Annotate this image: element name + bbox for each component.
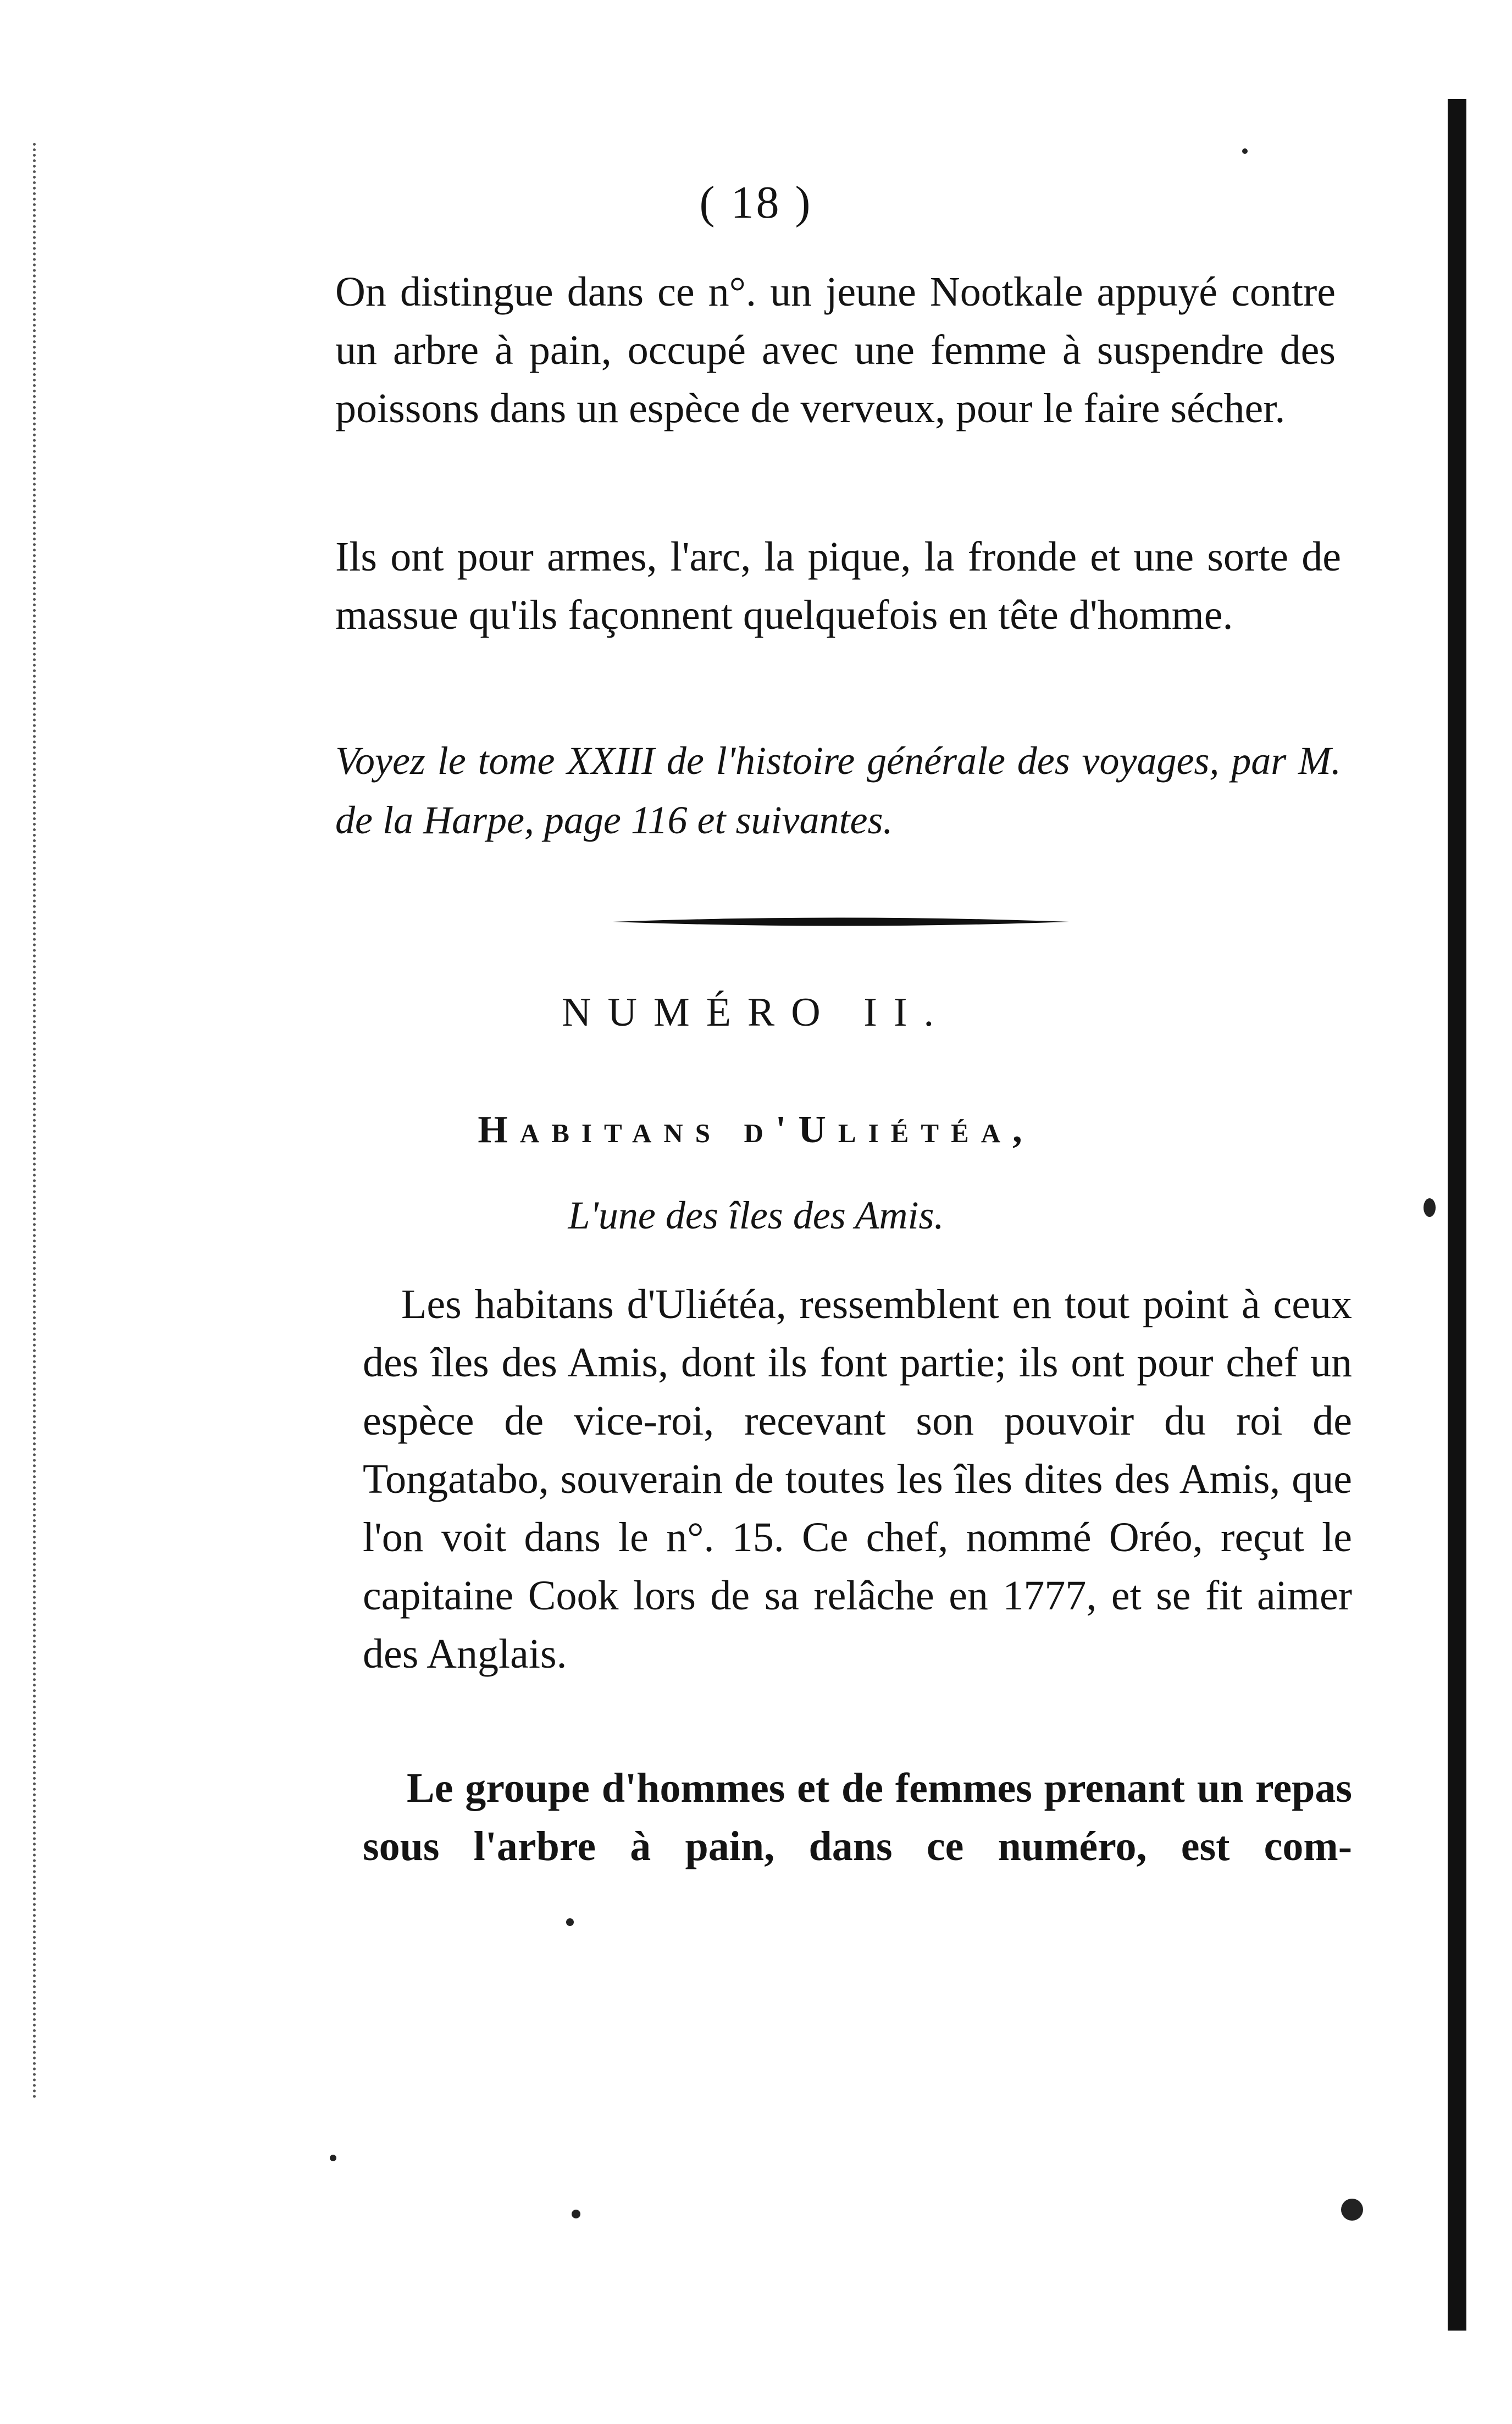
ink-speck	[1341, 2199, 1363, 2221]
section-caption: L'une des îles des Amis.	[568, 1193, 944, 1237]
page-number: ( 18 )	[699, 177, 813, 228]
section-divider-rule	[613, 912, 1069, 931]
section-paragraph-2: Le groupe d'hommes et de femmes prenant un repas sous l'arbre à pain, dans ce numéro, est com-	[363, 1765, 1352, 1869]
section-paragraph-1: Les habitans d'Uliétéa, ressemblent en tout point à ceux des îles des Amis, dont ils font partie; ils ont pour chef un espèce de vice-roi, recevant son pouvoir du roi de Tongatabo, souverain de toutes les îles dites des Amis, que l'on voit dans le n°. 15. Ce chef, nommé Oréo, reçut le capitaine Cook lors de sa relâche en 1777, et se fit aimer des Anglais.	[363, 1281, 1352, 1677]
paragraph-2: Ils ont pour armes, l'arc, la pique, la fronde et une sorte de massue qu'ils façonnent quelquefois en tête d'homme.	[335, 534, 1341, 638]
ink-speck	[566, 1918, 574, 1926]
ink-speck	[572, 2210, 580, 2218]
ink-speck	[1424, 1198, 1436, 1217]
section-title: NUMÉRO II.	[562, 990, 950, 1035]
ink-speck	[1242, 148, 1248, 154]
ink-speck	[330, 2155, 336, 2161]
section-subtitle: Habitans d'Uliétéa,	[478, 1109, 1034, 1151]
reference-note: Voyez le tome XXIII de l'histoire générale des voyages, par M. de la Harpe, page 116 et suivantes.	[335, 739, 1341, 842]
paragraph-1: On distingue dans ce n°. un jeune Nootkale appuyé contre un arbre à pain, occupé avec une femme à suspendre des poissons dans un espèce de verveux, pour le faire sécher.	[335, 269, 1336, 431]
